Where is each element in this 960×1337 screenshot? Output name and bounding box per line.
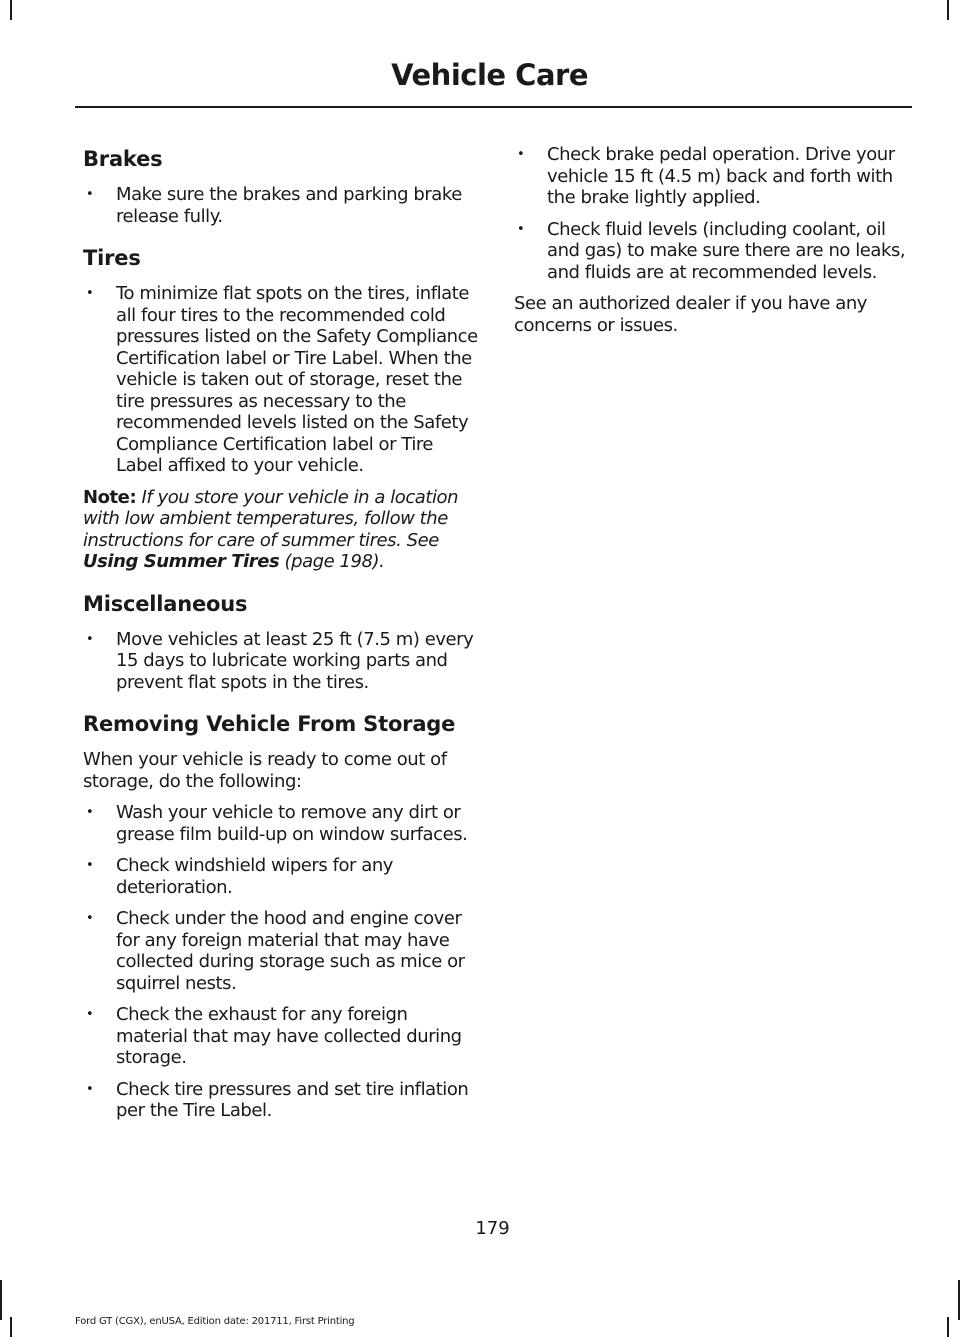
crop-mark-bottom-left-v <box>10 1317 12 1337</box>
removing-list <box>83 802 478 1122</box>
miscellaneous-heading: Miscellaneous <box>83 591 248 616</box>
header-rule <box>75 106 912 108</box>
list-item: • To minimize flat spots on the tires, inflate all four tires to the recommended cold pressures listed on the Safety Compliance Certification label or Tire Label. When the vehicle is taken out of storage, reset the tire pressures as necessary to the recommended levels listed on the Safety Compliance Certification label or Tire Label affixed to your vehicle. <box>83 283 478 477</box>
list-item: • Make sure the brakes and parking brake release fully. <box>83 184 478 227</box>
list-item: • Check brake pedal operation. Drive your vehicle 15 ft (4.5 m) back and forth with the brake lightly applied. <box>514 144 909 209</box>
tires-list <box>83 283 478 477</box>
note-page-ref: (page 198). <box>279 551 385 572</box>
miscellaneous-list <box>83 629 478 694</box>
list-item: • Check tire pressures and set tire inflation per the Tire Label. <box>83 1079 478 1122</box>
brakes-list <box>83 184 478 227</box>
summer-tires-link[interactable]: Using Summer Tires <box>83 551 280 572</box>
section-title: Vehicle Care <box>391 58 588 92</box>
left-column <box>83 144 478 1132</box>
footer-edition: Ford GT (CGX), enUSA, Edition date: 201711, First Printing <box>75 1316 355 1327</box>
crop-mark-top-left <box>10 0 12 20</box>
list-item: • Wash your vehicle to remove any dirt or grease film build-up on window surfaces. <box>83 802 478 845</box>
crop-mark-bottom-left-h <box>0 1280 2 1320</box>
list-item: • Move vehicles at least 25 ft (7.5 m) every 15 days to lubricate working parts and prevent flat spots in the tires. <box>83 629 478 694</box>
tires-heading: Tires <box>83 246 141 270</box>
removing-heading: Removing Vehicle From Storage <box>83 712 456 736</box>
tires-note <box>83 487 478 573</box>
list-item: • Check the exhaust for any foreign material that may have collected during storage. <box>83 1004 478 1069</box>
note-label: Note: <box>83 486 137 508</box>
list-item: • Check under the hood and engine cover for any foreign material that may have collected during storage such as mice or squirrel nests. <box>83 908 478 994</box>
list-item: • Check fluid levels (including coolant, oil and gas) to make sure there are no leaks, and fluids are at recommended levels. <box>514 219 909 284</box>
crop-mark-bottom-right-v <box>947 1317 949 1337</box>
list-item: • Check windshield wipers for any deterioration. <box>83 855 478 898</box>
closing-paragraph: See an authorized dealer if you have any concerns or issues. <box>514 293 868 336</box>
crop-mark-top-right <box>947 0 949 20</box>
brakes-heading: Brakes <box>83 147 163 171</box>
page-number: 179 <box>475 1218 510 1239</box>
note-text: If you store your vehicle in a location with low ambient temperatures, follow the instructions for care of summer tires. See <box>83 486 459 551</box>
removing-intro: When your vehicle is ready to come out of storage, do the following: <box>83 749 447 792</box>
removing-list-continued <box>514 144 909 283</box>
right-column <box>514 144 909 346</box>
